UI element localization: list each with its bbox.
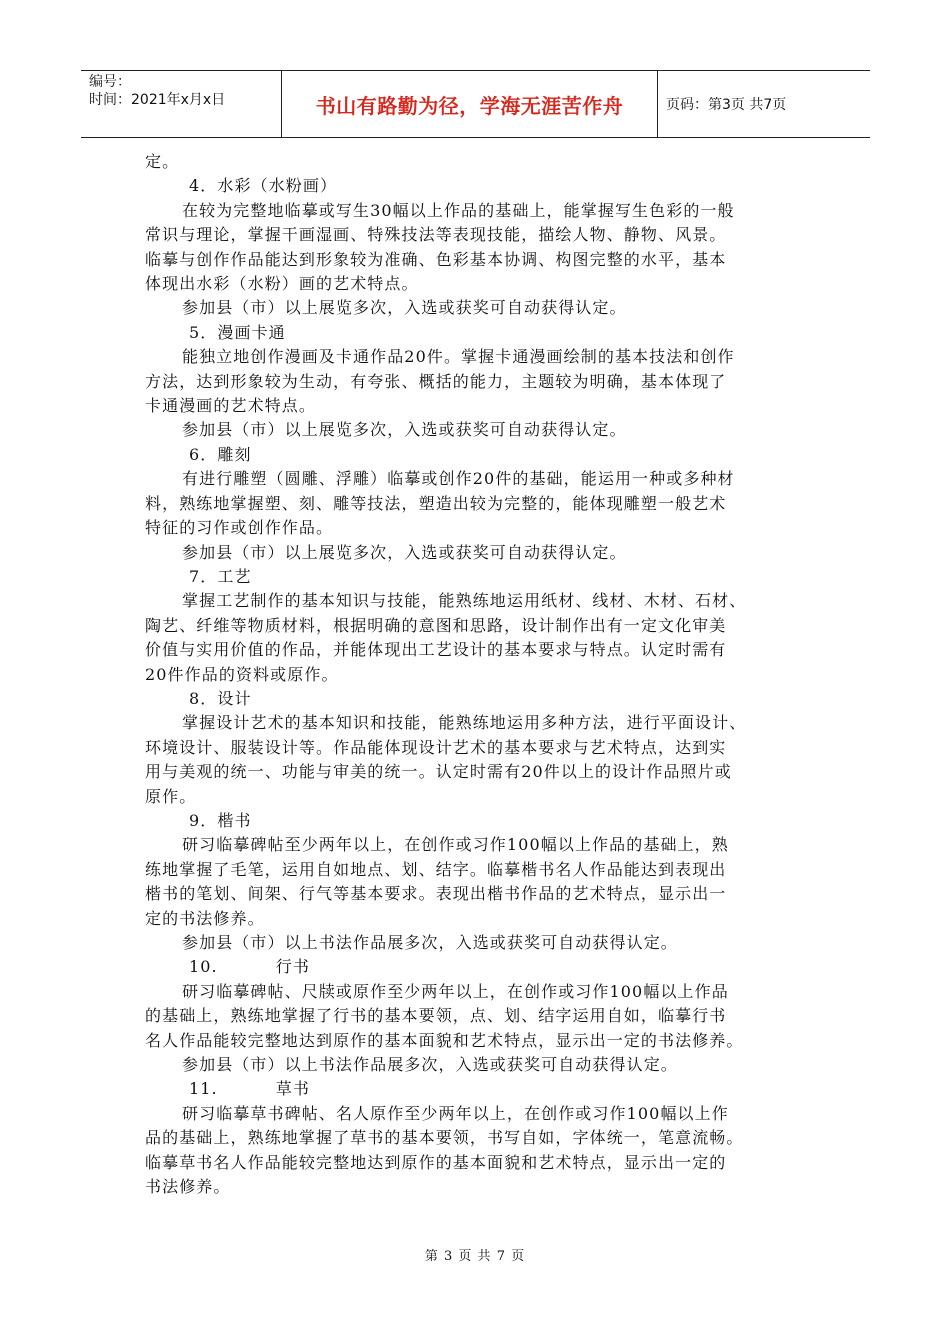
text-line: 参加县（市）以上书法作品展多次，入选或获奖可自动获得认定。 — [182, 1055, 678, 1075]
header-meta — [81, 71, 282, 137]
text-line: 掌握设计艺术的基本知识和技能，能熟练地运用多种方法，进行平面设计、 — [182, 713, 747, 733]
text-line: 陶艺、纤维等物质材料，根据明确的意图和思路，设计制作出有一定文化审美 — [145, 615, 727, 635]
text-line: 价值与实用价值的作品，并能体现出工艺设计的基本要求与特点。认定时需有 — [145, 640, 727, 660]
section-heading — [145, 955, 810, 979]
text-line: 体现出水彩（水粉）画的艺术特点。 — [145, 274, 419, 294]
section-title: 草书 — [275, 1079, 310, 1099]
section-heading — [145, 1077, 810, 1101]
page-header — [81, 70, 870, 138]
text-line: 方法，达到形象较为生动，有夸张、概括的能力，主题较为明确，基本体现了 — [145, 371, 727, 391]
number-label: 编号： — [89, 74, 131, 90]
text-line: 书法修养。 — [145, 1177, 231, 1197]
text-line: 用与美观的统一、功能与审美的统一。认定时需有20件以上的设计作品照片或 — [145, 762, 732, 782]
text-line: 参加县（市）以上书法作品展多次，入选或获奖可自动获得认定。 — [182, 933, 678, 952]
header-page-number: 页码：第3页 共7页 — [666, 97, 787, 113]
section-heading: 7．工艺 — [189, 566, 252, 586]
text-line: 料，熟练地掌握塑、刻、雕等技法，塑造出较为完整的，能体现雕塑一般艺术 — [145, 493, 727, 513]
text-line: 卡通漫画的艺术特点。 — [145, 396, 317, 416]
date-label: 时间：2021年x月x日 — [89, 92, 226, 108]
section-heading: 9．楷书 — [189, 810, 252, 830]
document-body — [145, 150, 810, 1199]
text-line: 楷书的笔划、间架、行气等基本要求。表现出楷书作品的艺术特点，显示出一 — [145, 884, 727, 904]
text-line: 参加县（市）以上展览多次，入选或获奖可自动获得认定。 — [182, 542, 627, 562]
text-line: 临摹草书名人作品能较完整地达到原作的基本面貌和艺术特点，显示出一定的 — [145, 1152, 727, 1172]
text-line: 品的基础上，熟练地掌握了草书的基本要领，书写自如，字体统一，笔意流畅。 — [145, 1128, 744, 1148]
section-number: 10. — [189, 957, 218, 977]
text-line: 定。 — [145, 152, 180, 171]
page-footer: 第 3 页 共 7 页 — [424, 1249, 526, 1264]
header-motto: 书山有路勤为径，学海无涯苦作舟 — [282, 71, 658, 137]
text-line: 常识与理论，掌握干画湿画、特殊技法等表现技能，描绘人物、静物、风景。 — [145, 225, 727, 245]
section-title: 行书 — [275, 957, 310, 977]
text-line: 的基础上，熟练地掌握了行书的基本要领，点、划、结字运用自如，临摹行书 — [145, 1006, 727, 1026]
text-line: 能独立地创作漫画及卡通作品20件。掌握卡通漫画绘制的基本技法和创作 — [182, 347, 735, 367]
text-line: 练地掌握了毛笔，运用自如地点、划、结字。临摹楷书名人作品能达到表现出 — [145, 859, 727, 879]
text-line: 临摹与创作作品能达到形象较为准确、色彩基本协调、构图完整的水平，基本 — [145, 249, 727, 269]
section-heading: 8．设计 — [189, 688, 252, 708]
text-line: 环境设计、服装设计等。作品能体现设计艺术的基本要求与艺术特点，达到实 — [145, 737, 727, 757]
text-line: 20件作品的资料或原作。 — [145, 664, 339, 684]
section-number: 11. — [189, 1079, 218, 1099]
text-line: 参加县（市）以上展览多次，入选或获奖可自动获得认定。 — [182, 298, 627, 318]
text-line: 研习临摹碑帖至少两年以上，在创作或习作100幅以上作品的基础上，熟 — [182, 835, 729, 855]
section-heading: 6．雕刻 — [189, 444, 252, 464]
section-heading: 4．水彩（水粉画） — [189, 176, 338, 196]
text-line: 研习临摹碑帖、尺牍或原作至少两年以上，在创作或习作100幅以上作品 — [182, 981, 729, 1001]
text-line: 掌握工艺制作的基本知识与技能，能熟练地运用纸材、线材、木材、石材、 — [182, 591, 747, 611]
text-line: 名人作品能较完整地达到原作的基本面貌和艺术特点，显示出一定的书法修养。 — [145, 1030, 744, 1050]
text-line: 定的书法修养。 — [145, 908, 265, 928]
text-line: 特征的习作或创作作品。 — [145, 518, 334, 538]
text-line: 在较为完整地临摹或写生30幅以上作品的基础上，能掌握写生色彩的一般 — [182, 200, 735, 220]
text-line: 有进行雕塑（圆雕、浮雕）临摹或创作20件的基础，能运用一种或多种材 — [182, 469, 735, 489]
text-line: 研习临摹草书碑帖、名人原作至少两年以上，在创作或习作100幅以上作 — [182, 1103, 729, 1123]
section-heading: 5．漫画卡通 — [189, 322, 286, 342]
text-line: 原作。 — [145, 786, 197, 806]
text-line: 参加县（市）以上展览多次，入选或获奖可自动获得认定。 — [182, 420, 627, 440]
